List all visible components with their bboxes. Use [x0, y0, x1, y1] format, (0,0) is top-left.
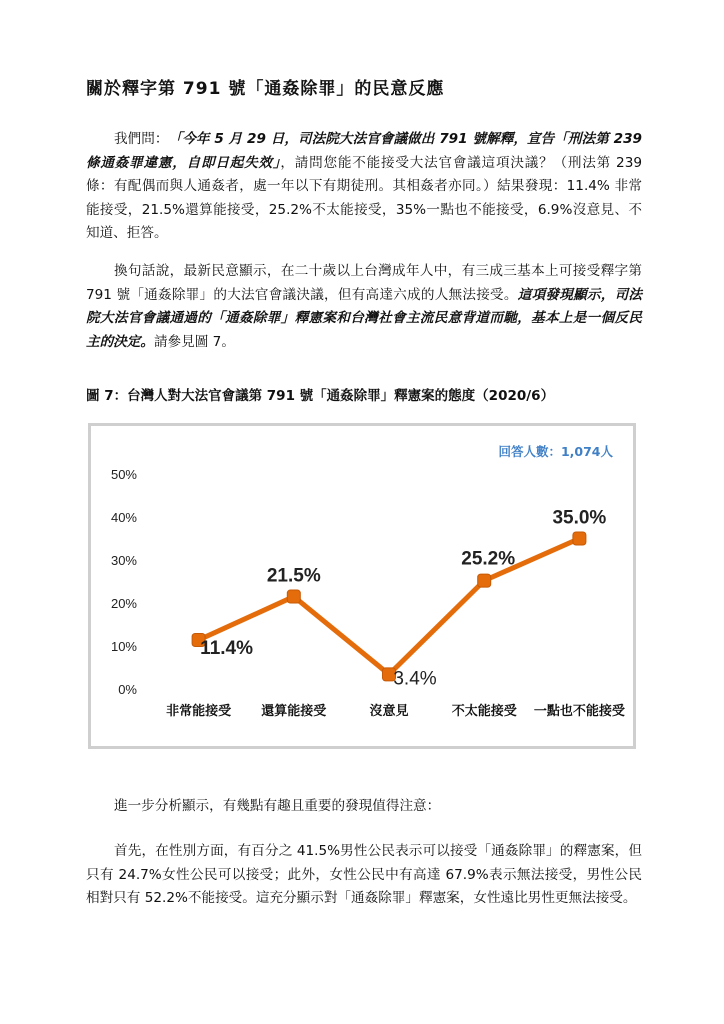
summary-emphasis: 這項發現顯示，司法院大法官會議通過的「通姦除罪」釋憲案和台灣社會主流民意背道而馳，基本上是一個反民主的決定。	[86, 286, 643, 350]
data-point-marker	[478, 574, 491, 587]
summary-text: 換句話說，最新民意顯示，在二十歲以上台灣成年人中，有三成三基本上可接受釋字第 791 號「通姦除罪」的大法官會議決議，但有高達六成的人無法接受。	[86, 263, 642, 303]
question-intro: 我們問：	[114, 131, 169, 147]
line-chart	[88, 423, 636, 749]
data-value-label: 3.4%	[393, 668, 437, 690]
x-category-label: 一點也不能接受	[533, 704, 625, 719]
paragraph-survey-question	[86, 128, 642, 246]
summary-reference: 請參見圖 7。	[153, 333, 235, 350]
y-tick-label: 40%	[110, 510, 137, 525]
chart-canvas	[91, 426, 633, 746]
data-value-label: 35.0%	[552, 507, 607, 529]
data-point-marker	[573, 532, 586, 545]
paragraph-summary	[86, 260, 642, 354]
x-category-label: 還算能接受	[261, 704, 327, 719]
question-results: ，請問您能不能接受大法官會議這項決議？（刑法第 239 條：有配偶而與人通姦者，處一年以下有期徒刑。其相姦者亦同。）結果發現：11.4% 非常能接受，21.5%還算能接受，25.2%不太能接受，35%一點也不能接受，6.9%沒意見、不知道、拒答。	[86, 154, 642, 241]
y-tick-label: 50%	[110, 467, 137, 482]
y-tick-label: 10%	[110, 639, 137, 654]
y-tick-label: 30%	[110, 553, 137, 568]
figure-caption: 圖 7：台灣人對大法官會議第 791 號「通姦除罪」釋憲案的態度（2020/6）	[86, 388, 555, 404]
respondents-note: 回答人數：1,074人	[498, 444, 613, 459]
y-tick-label: 0%	[118, 682, 137, 697]
data-point-marker	[287, 590, 300, 603]
paragraph-gender-findings: 首先，在性別方面，有百分之 41.5%男性公民表示可以接受「通姦除罪」的釋憲案，但只有 24.7%女性公民可以接受；此外，女性公民中有高達 67.9%表示無法接受，男性公民相對只有 52.2%不能接受。這充分顯示對「通姦除罪」釋憲案，女性遠比男性更無法接受。	[86, 843, 642, 906]
data-value-label: 25.2%	[461, 548, 516, 570]
x-category-label: 沒意見	[369, 704, 409, 719]
question-quote: 「今年 5 月 29 日，司法院大法官會議做出 791 號解釋，宣告「刑法第 239 條通姦罪違憲，自即日起失效」	[86, 131, 642, 171]
x-category-label: 非常能接受	[166, 704, 232, 719]
x-category-label: 不太能接受	[451, 704, 517, 719]
series-line	[199, 539, 580, 675]
data-value-label: 21.5%	[266, 565, 321, 587]
page-title: 關於釋字第 791 號「通姦除罪」的民意反應	[86, 79, 445, 99]
data-value-label: 11.4%	[200, 637, 254, 659]
y-tick-label: 20%	[110, 596, 137, 611]
paragraph-intro-findings: 進一步分析顯示，有幾點有趣且重要的發現值得注意：	[114, 798, 441, 814]
